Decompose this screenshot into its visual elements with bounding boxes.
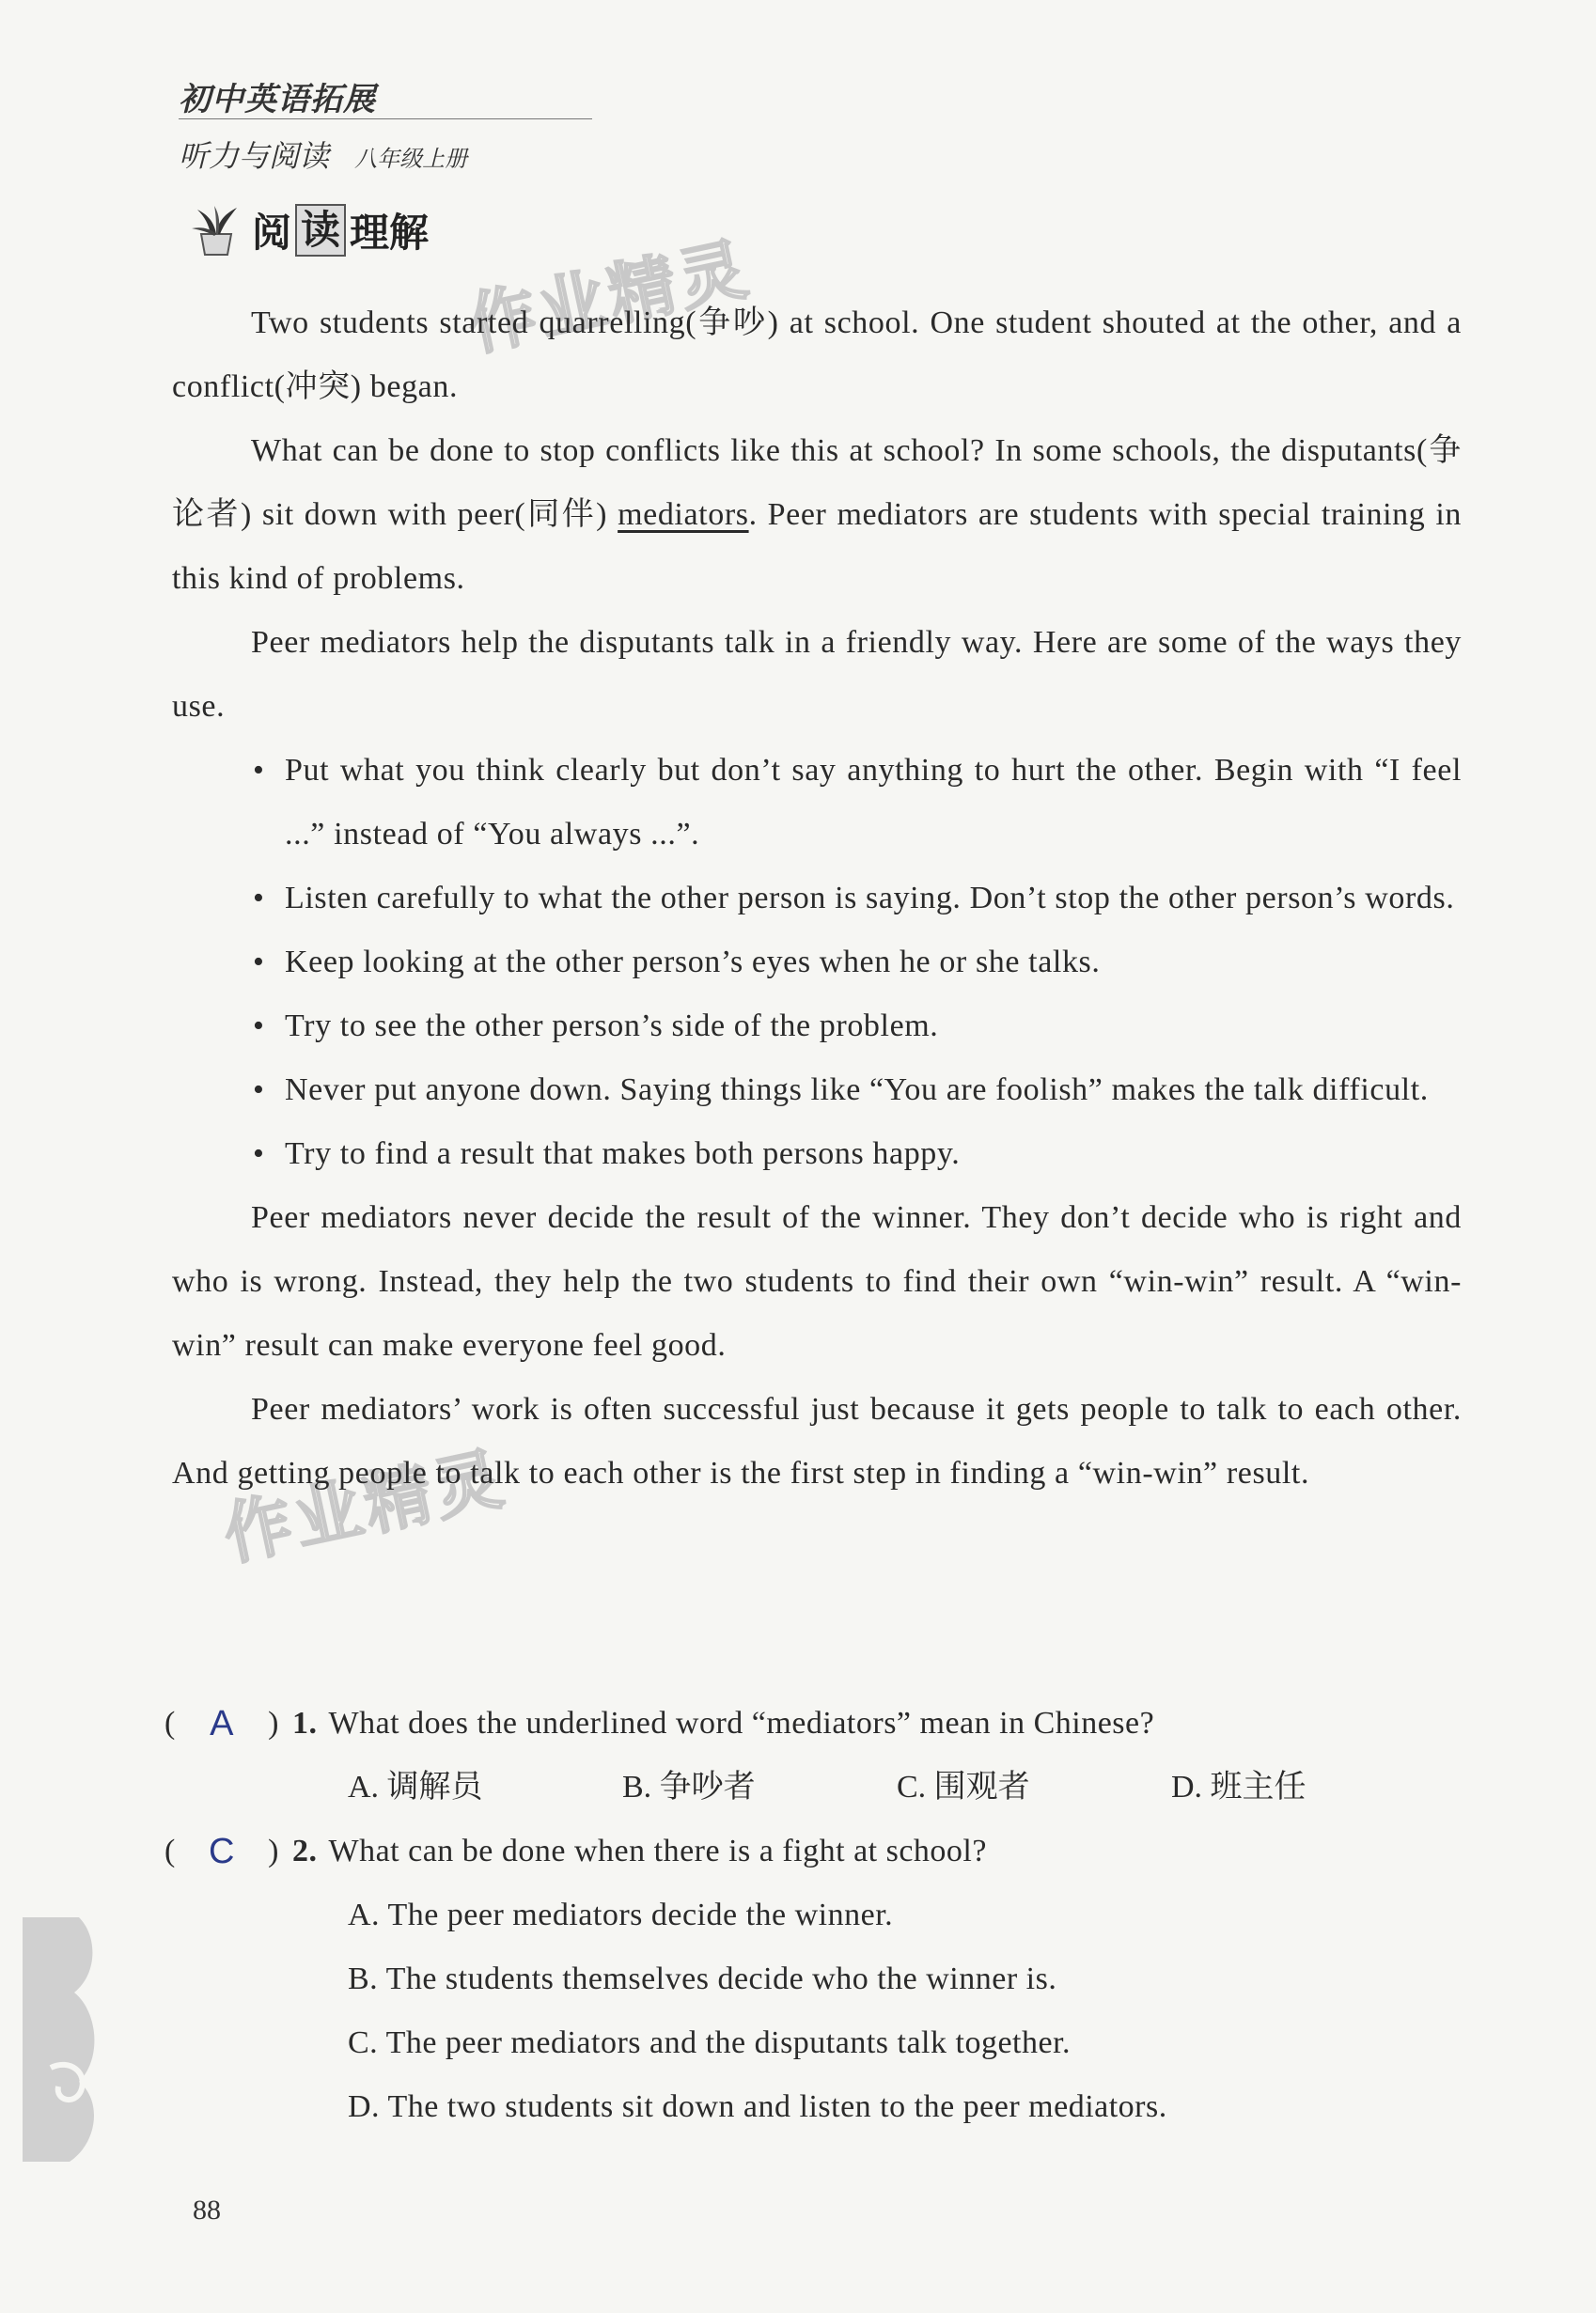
bullet-icon: •: [253, 1072, 265, 1107]
header-divider: [179, 118, 592, 119]
watermark: 作业精灵: [461, 228, 758, 366]
reading-passage: [172, 291, 1462, 1506]
list-item-text: Try to find a result that makes both persons happy.: [285, 1136, 961, 1171]
question-number: 1.: [292, 1706, 318, 1741]
section-title-boxed-char: 读: [295, 204, 346, 257]
question-text: What can be done when there is a fight at school?: [328, 1834, 987, 1868]
decorative-cloud-ornament: [23, 1917, 107, 2162]
ways-list: [172, 739, 1462, 1186]
paragraph-1: Two students started quarrelling(争吵) at school. One student shouted at the other, and a conflict(冲突) began.: [172, 305, 1462, 404]
list-item: [253, 1122, 1462, 1186]
paren-open: (: [164, 1834, 176, 1868]
questions: [164, 1692, 1471, 2139]
watermark: 作业精灵: [216, 1438, 513, 1575]
list-item: [253, 994, 1462, 1058]
option-c: C. The peer mediators and the disputants talk together.: [348, 2025, 1072, 2060]
paren-open: (: [164, 1706, 176, 1741]
option-b: B. 争吵者: [622, 1770, 756, 1805]
bullet-icon: •: [253, 1008, 265, 1043]
answer-1: A: [210, 1704, 234, 1743]
question-1: [164, 1692, 1471, 1756]
bullet-icon: •: [253, 753, 265, 788]
option-a: A. The peer mediators decide the winner.: [348, 1898, 894, 1932]
question-2: [164, 1820, 1471, 1883]
book-header: [179, 73, 592, 176]
bullet-icon: •: [253, 945, 265, 979]
series-title: 初中英语拓展: [179, 81, 376, 118]
bullet-icon: •: [253, 1136, 265, 1171]
answer-blank: [164, 1820, 279, 1883]
paragraph-2-text-before: What can be done to stop conflicts like this at school? In some schools, the disputants(争论者) sit down with peer(同伴): [172, 433, 1462, 532]
option-d: D. The two students sit down and listen to the peer mediators.: [348, 2089, 1167, 2124]
list-item-text: Never put anyone down. Saying things like “You are foolish” makes the talk difficult.: [285, 1072, 1429, 1107]
paragraph-4: Peer mediators never decide the result of the winner. They don’t decide who is right and who is wrong. Instead, they help the two students to find their own “win-win” result. A “win-win” result can make everyone feel good.: [172, 1200, 1462, 1363]
paragraph-2-text-after: . Peer mediators are students with special training in this kind of problems.: [172, 497, 1462, 596]
page-number: 88: [193, 2195, 221, 2226]
list-item-text: Put what you think clearly but don’t say anything to hurt the other. Begin with “I feel ...” instead of “You always ...”.: [285, 753, 1462, 852]
answer-2: C: [209, 1832, 235, 1871]
list-item: [253, 867, 1462, 930]
grade-label: 八年级上册: [354, 146, 468, 172]
option-d: D. 班主任: [1171, 1770, 1307, 1805]
question-number: 2.: [292, 1834, 318, 1868]
question-text: What does the underlined word “mediators” mean in Chinese?: [328, 1706, 1155, 1741]
paragraph-3: Peer mediators help the disputants talk in a friendly way. Here are some of the ways they use.: [172, 625, 1462, 724]
list-item: [253, 930, 1462, 994]
option-a: A. 调解员: [348, 1770, 483, 1805]
answer-blank: [164, 1692, 279, 1756]
header-subtitle-row: [179, 133, 592, 176]
list-item-text: Try to see the other person’s side of the problem.: [285, 1008, 939, 1043]
option-c: C. 围观者: [897, 1770, 1030, 1805]
section-title: [252, 202, 429, 258]
list-item: [253, 1058, 1462, 1122]
paren-close: ): [268, 1834, 279, 1868]
section-title-part1: 阅: [252, 210, 292, 256]
option-b: B. The students themselves decide who the winner is.: [348, 1961, 1057, 1996]
section-title-part2: 理解: [350, 210, 430, 256]
question-1-options: [164, 1756, 1471, 1820]
section-heading: [188, 202, 429, 258]
list-item-text: Keep looking at the other person’s eyes when he or she talks.: [285, 945, 1101, 979]
book-subtitle: 听力与阅读: [179, 138, 330, 174]
paragraph-2: [172, 419, 1462, 611]
underlined-word: mediators: [618, 497, 749, 532]
plant-pot-icon: [188, 202, 244, 258]
bullet-icon: •: [253, 881, 265, 915]
paren-close: ): [268, 1706, 279, 1741]
paragraph-5: Peer mediators’ work is often successful just because it gets people to talk to each other. And getting people to talk to each other is the first step in finding a “win-win” result.: [172, 1392, 1462, 1491]
list-item-text: Listen carefully to what the other person is saying. Don’t stop the other person’s words.: [285, 881, 1455, 915]
list-item: [253, 739, 1462, 867]
